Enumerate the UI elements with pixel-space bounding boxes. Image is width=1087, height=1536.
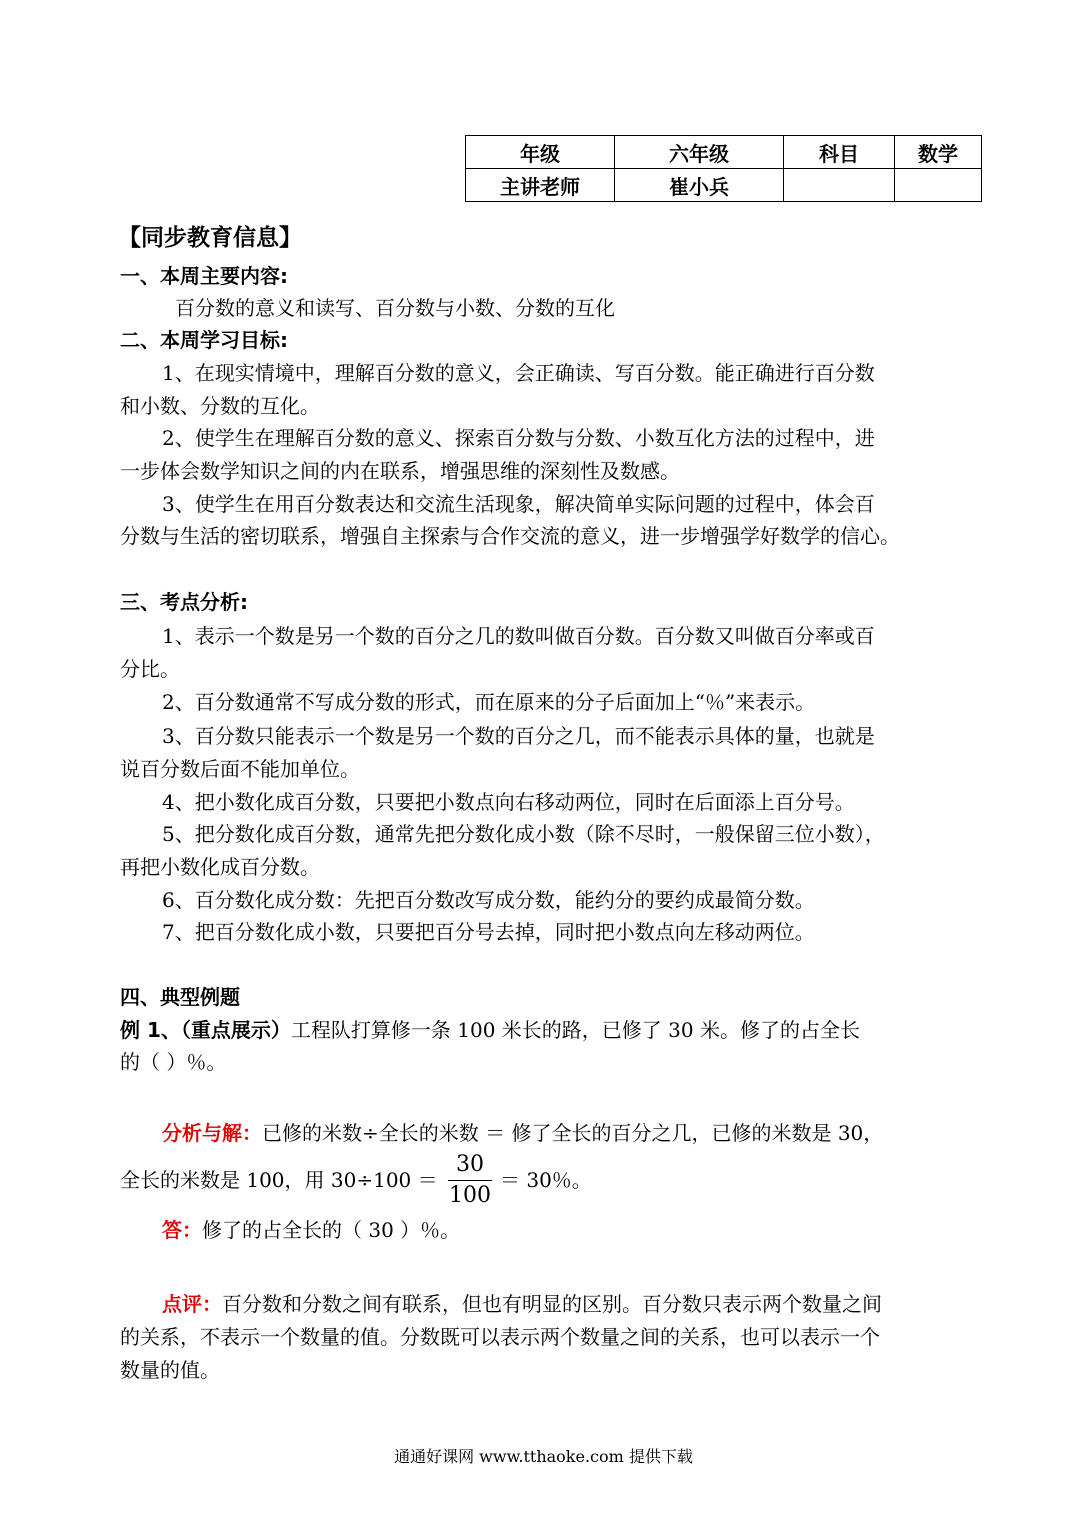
example-line xyxy=(120,1016,860,1044)
paragraph-line: 和小数、分数的互化。 xyxy=(120,394,320,418)
section-body: 百分数的意义和读写、百分数与小数、分数的互化 xyxy=(175,296,615,320)
example-text: 工程队打算修一条 100 米长的路，已修了 30 米。修了的占全长 xyxy=(290,1018,860,1042)
paragraph-line: 4、把小数化成百分数，只要把小数点向右移动两位，同时在后面添上百分号。 xyxy=(162,790,855,814)
table-cell: 数学 xyxy=(895,136,982,169)
table-cell xyxy=(895,169,982,202)
table-cell: 六年级 xyxy=(615,136,784,169)
paragraph-line: 6、百分数化成分数：先把百分数改写成分数，能约分的要约成最简分数。 xyxy=(162,888,815,912)
table-row xyxy=(466,136,982,169)
footer: 通通好课网 www.tthaoke.com 提供下载 xyxy=(394,1447,693,1466)
comment-line: 的关系，不表示一个数量的值。分数既可以表示两个数量之间的关系，也可以表示一个 xyxy=(120,1325,880,1349)
page-heading: 【同步教育信息】 xyxy=(118,225,302,251)
table-row xyxy=(466,169,982,202)
paragraph-line: 1、在现实情境中，理解百分数的意义，会正确读、写百分数。能正确进行百分数 xyxy=(162,361,875,385)
comment-text: 百分数和分数之间有联系，但也有明显的区别。百分数只表示两个数量之间 xyxy=(222,1292,882,1316)
paragraph-line: 5、把分数化成百分数，通常先把分数化成小数（除不尽时，一般保留三位小数）， xyxy=(162,822,885,846)
table-cell xyxy=(784,169,895,202)
table-cell: 主讲老师 xyxy=(466,169,615,202)
section-title: 三、考点分析: xyxy=(120,590,248,614)
fraction-bar xyxy=(448,1180,492,1181)
answer-label: 答： xyxy=(162,1218,202,1242)
analysis-text: 已修的米数÷全长的米数 ＝ 修了全长的百分之几，已修的米数是 30， xyxy=(262,1121,884,1145)
paragraph-line: 一步体会数学知识之间的内在联系，增强思维的深刻性及数感。 xyxy=(120,459,680,483)
info-table xyxy=(465,135,982,202)
paragraph-line: 1、表示一个数是另一个数的百分之几的数叫做百分数。百分数又叫做百分率或百 xyxy=(162,624,875,648)
comment-line: 数量的值。 xyxy=(120,1358,220,1382)
section-title: 一、本周主要内容: xyxy=(120,264,288,288)
analysis-line: 全长的米数是 100，用 30÷100 ＝ xyxy=(120,1168,438,1192)
paragraph-line: 分数与生活的密切联系，增强自主探索与合作交流的意义，进一步增强学好数学的信心。 xyxy=(120,524,900,548)
paragraph-line: 3、使学生在用百分数表达和交流生活现象，解决简单实际问题的过程中，体会百 xyxy=(162,492,875,516)
paragraph-line: 2、使学生在理解百分数的意义、探索百分数与分数、小数互化方法的过程中，进 xyxy=(162,426,875,450)
table-cell: 科目 xyxy=(784,136,895,169)
paragraph-line: 2、百分数通常不写成分数的形式，而在原来的分子后面加上“％”来表示。 xyxy=(162,690,816,714)
fraction-numerator: 30 xyxy=(456,1152,484,1177)
section-title: 二、本周学习目标: xyxy=(120,328,288,352)
section-title: 四、典型例题 xyxy=(120,985,240,1009)
analysis-line xyxy=(162,1119,883,1147)
example-label: 例 1、（重点展示） xyxy=(120,1018,291,1042)
table-cell: 年级 xyxy=(466,136,615,169)
answer-text: 修了的占全长的（ 30 ）％。 xyxy=(202,1218,461,1242)
paragraph-line: 分比。 xyxy=(120,657,180,681)
fraction xyxy=(448,1151,492,1210)
comment-label: 点评： xyxy=(162,1292,222,1316)
fraction-denominator: 100 xyxy=(449,1183,491,1208)
paragraph-line: 7、把百分数化成小数，只要把百分号去掉，同时把小数点向左移动两位。 xyxy=(162,920,815,944)
paragraph-line: 说百分数后面不能加单位。 xyxy=(120,757,360,781)
analysis-label: 分析与解： xyxy=(162,1121,262,1145)
comment-line xyxy=(162,1290,882,1318)
answer-line xyxy=(162,1216,460,1244)
table-cell: 崔小兵 xyxy=(615,169,784,202)
example-line: 的（ ）％。 xyxy=(120,1050,227,1074)
analysis-tail: ＝ 30％。 xyxy=(500,1168,592,1192)
paragraph-line: 3、百分数只能表示一个数是另一个数的百分之几，而不能表示具体的量，也就是 xyxy=(162,724,875,748)
paragraph-line: 再把小数化成百分数。 xyxy=(120,855,320,879)
